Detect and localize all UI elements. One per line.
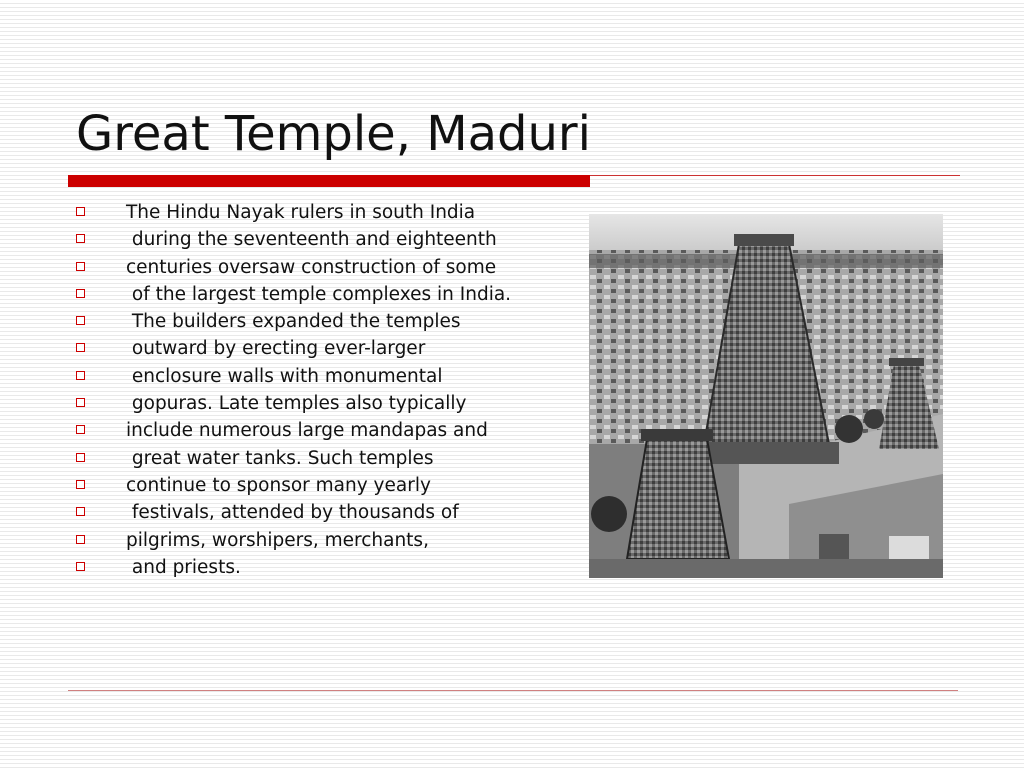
bullet-text: of the largest temple complexes in India. [126, 283, 512, 305]
bullet-text: outward by erecting ever-larger [126, 338, 426, 360]
hollow-square-bullet-icon [76, 207, 85, 216]
hollow-square-bullet-icon [76, 289, 85, 298]
hollow-square-bullet-icon [76, 398, 85, 407]
hollow-square-bullet-icon [76, 316, 85, 325]
bullet-text: The builders expanded the temples [126, 311, 461, 333]
hollow-square-bullet-icon [76, 343, 85, 352]
bullet-text: enclosure walls with monumental [126, 365, 443, 387]
title-underline-line [590, 175, 960, 176]
bullet-text: gopuras. Late temples also typically [126, 393, 467, 415]
hollow-square-bullet-icon [76, 425, 85, 434]
bullet-text: festivals, attended by thousands of [126, 502, 459, 524]
bullet-text: great water tanks. Such temples [126, 447, 434, 469]
bullet-text: during the seventeenth and eighteenth [126, 229, 497, 251]
hollow-square-bullet-icon [76, 562, 85, 571]
bullet-text: and priests. [126, 556, 241, 578]
temple-photo [589, 214, 943, 578]
bullet-text: centuries oversaw construction of some [126, 256, 497, 278]
bullet-text: include numerous large mandapas and [126, 420, 488, 442]
hollow-square-bullet-icon [76, 262, 85, 271]
footer-divider [68, 690, 958, 691]
hollow-square-bullet-icon [76, 453, 85, 462]
hollow-square-bullet-icon [76, 480, 85, 489]
hollow-square-bullet-icon [76, 234, 85, 243]
title-underline-bar [68, 175, 590, 187]
hollow-square-bullet-icon [76, 507, 85, 516]
bullet-text: The Hindu Nayak rulers in south India [126, 202, 476, 223]
slide-title: Great Temple, Maduri [76, 106, 591, 162]
bullet-text: pilgrims, worshipers, merchants, [126, 529, 429, 551]
bullet-text: continue to sponsor many yearly [126, 474, 431, 496]
temple-photo-illustration [589, 214, 943, 578]
hollow-square-bullet-icon [76, 371, 85, 380]
hollow-square-bullet-icon [76, 535, 85, 544]
